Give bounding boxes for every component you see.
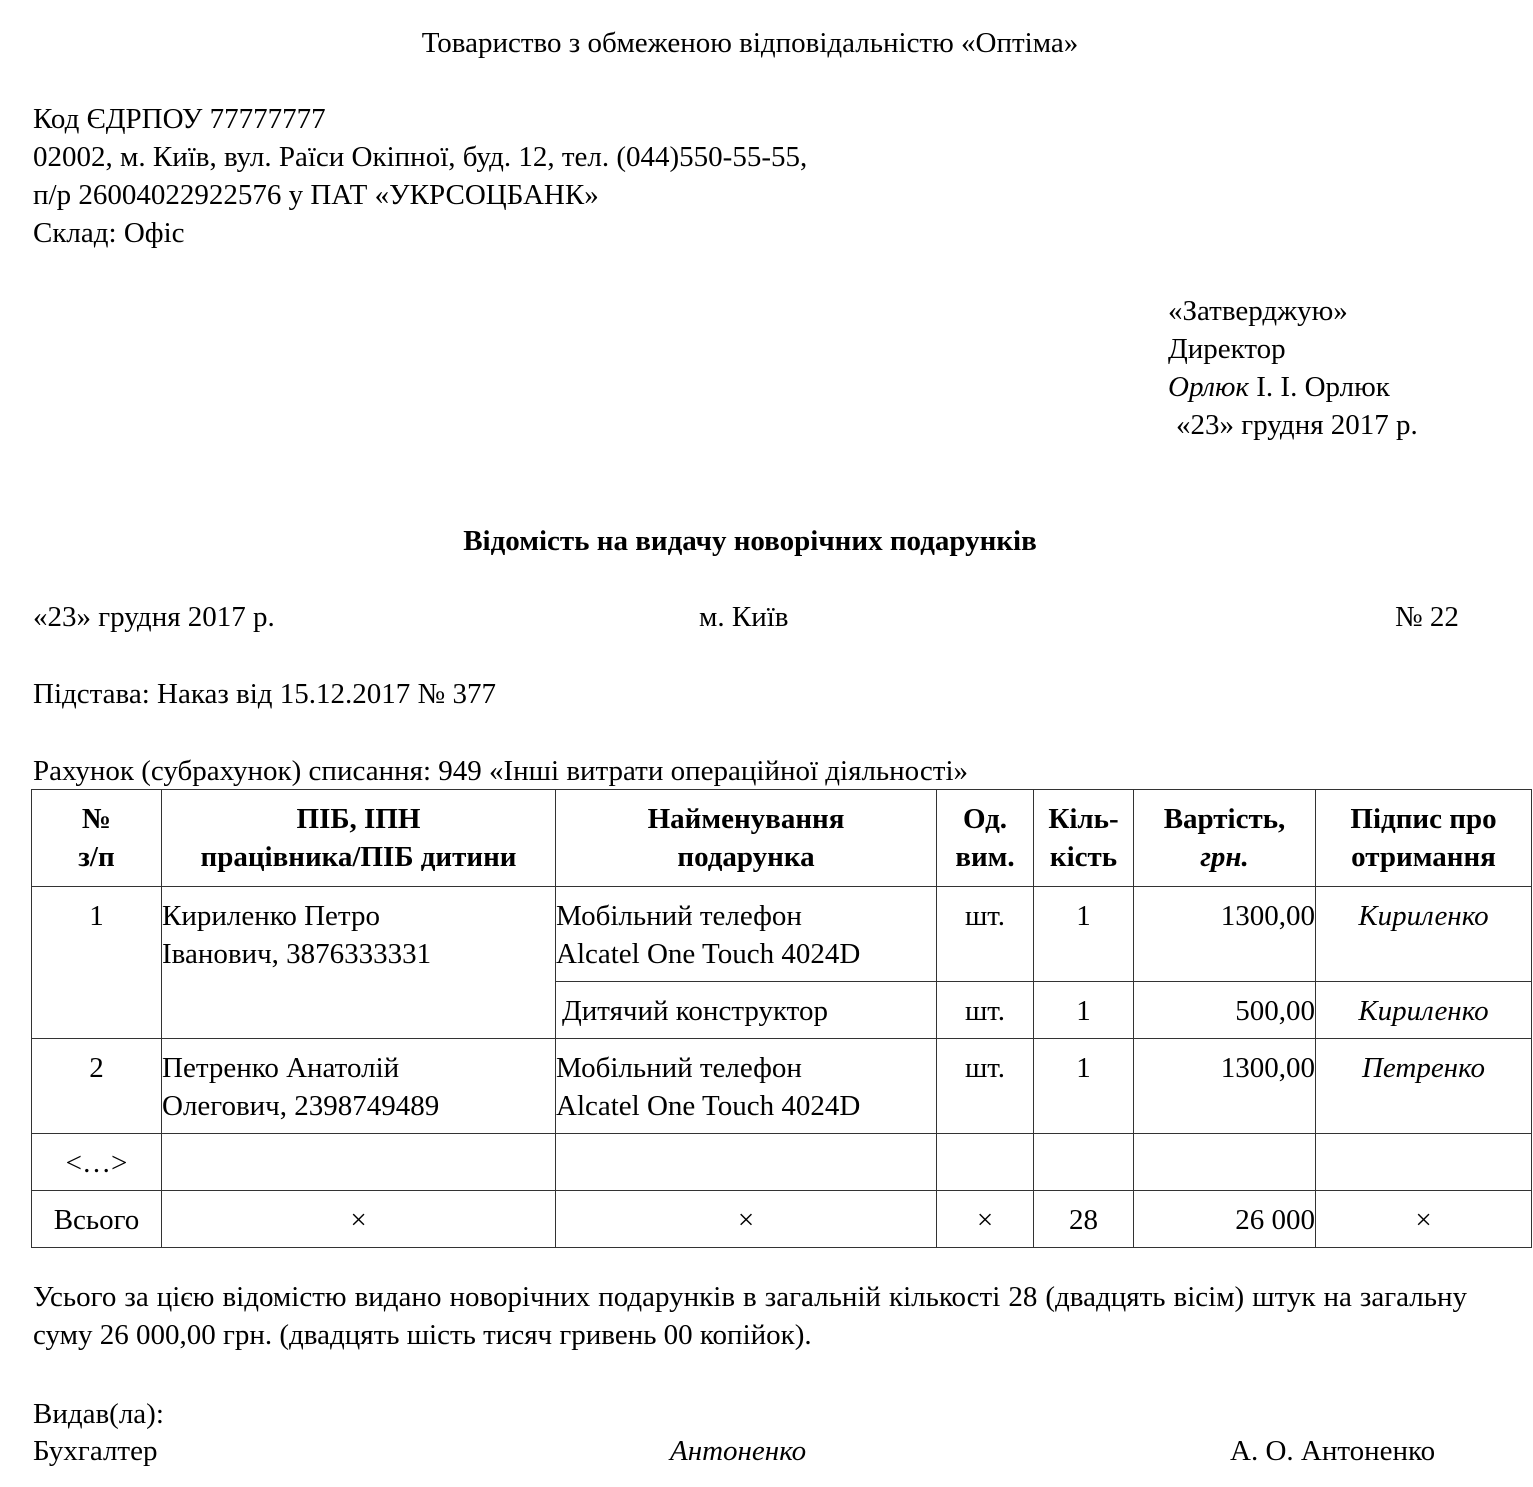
gift-name-cell: Мобільний телефон Alcatel One Touch 4024D [556,1039,937,1134]
cost-cell: 1300,00 [1134,887,1316,982]
document-date: «23» грудня 2017 р. [33,601,275,633]
signature-cell: Кириленко [1316,982,1532,1039]
edrpou-code: Код ЄДРПОУ 77777777 [33,103,326,135]
approval-signature-line [1168,368,1418,406]
signature-cell: Петренко [1316,1039,1532,1134]
ellipsis-cell: <…> [32,1134,162,1191]
quantity-cell: 1 [1034,982,1134,1039]
table-row [32,887,1532,982]
empty-cell [1316,1134,1532,1191]
summary-text: Усього за цією відомістю видано новорічних подарунків в загальній кількості 28 (двадцять вісім) штук на загальну суму 26 000,00 грн. (двадцять шість тисяч гривень 00 копійок). [33,1281,1467,1351]
document-title: Відомість на видачу новорічних подарунків [463,525,1037,557]
table-row-ellipsis [32,1134,1532,1191]
table-header-row [32,790,1532,887]
total-quantity: 28 [1034,1191,1134,1248]
header-cost: Вартість, грн. [1134,790,1316,887]
header-gift-name: Найменування подарунка [556,790,937,887]
gift-name-cell: Дитячий конструктор [556,982,937,1039]
header-quantity: Кіль- кість [1034,790,1134,887]
empty-cell [556,1134,937,1191]
signature-cell: Кириленко [1316,887,1532,982]
empty-cell [937,1134,1034,1191]
warehouse: Склад: Офіс [33,217,185,249]
unit-cell: шт. [937,982,1034,1039]
cost-cell: 1300,00 [1134,1039,1316,1134]
gifts-table [31,789,1532,1248]
empty-cell [1134,1134,1316,1191]
total-cost: 26 000 [1134,1191,1316,1248]
employee-cell: Кириленко Петро Іванович, 3876333331 [162,887,556,1039]
director-signature: Орлюк [1168,371,1249,403]
quantity-cell: 1 [1034,1039,1134,1134]
total-label: Всього [32,1191,162,1248]
approval-block [1168,292,1418,444]
accountant-signature: Антоненко [670,1435,807,1467]
director-name: І. І. Орлюк [1256,371,1390,403]
approval-date: «23» грудня 2017 р. [1176,409,1418,441]
empty-cell [1034,1134,1134,1191]
bank-account: п/р 26004022922576 у ПАТ «УКРСОЦБАНК» [33,179,599,211]
table-row [32,1039,1532,1134]
header-signature: Підпис про отримання [1316,790,1532,887]
document-city: м. Київ [699,601,789,633]
write-off-account: Рахунок (субрахунок) списання: 949 «Інші витрати операційної діяльності» [33,755,968,787]
empty-cell [162,1134,556,1191]
row-number: 1 [32,887,162,1039]
total-unit: × [937,1191,1034,1248]
table-total-row [32,1191,1532,1248]
total-employee: × [162,1191,556,1248]
unit-cell: шт. [937,887,1034,982]
issued-by-label: Видав(ла): [33,1398,164,1430]
total-gift-name: × [556,1191,937,1248]
cost-cell: 500,00 [1134,982,1316,1039]
accountant-name: А. О. Антоненко [1230,1435,1436,1467]
unit-cell: шт. [937,1039,1034,1134]
company-requisites [33,100,807,252]
approval-position: Директор [1168,333,1286,365]
header-number: № з/п [32,790,162,887]
total-signature: × [1316,1191,1532,1248]
employee-cell: Петренко Анатолій Олегович, 2398749489 [162,1039,556,1134]
gift-name-cell: Мобільний телефон Alcatel One Touch 4024D [556,887,937,982]
header-unit: Од. вим. [937,790,1034,887]
company-name: Товариство з обмеженою відповідальністю «Оптіма» [421,27,1079,59]
approval-label: «Затверджую» [1168,295,1348,327]
quantity-cell: 1 [1034,887,1134,982]
company-address: 02002, м. Київ, вул. Раїси Окіпної, буд. 12, тел. (044)550-55-55, [33,141,808,173]
document-basis: Підстава: Наказ від 15.12.2017 № 377 [33,678,496,710]
row-number: 2 [32,1039,162,1134]
accountant-role: Бухгалтер [33,1435,158,1467]
header-employee: ПІБ, ІПН працівника/ПІБ дитини [162,790,556,887]
document-number: № 22 [1395,601,1459,633]
